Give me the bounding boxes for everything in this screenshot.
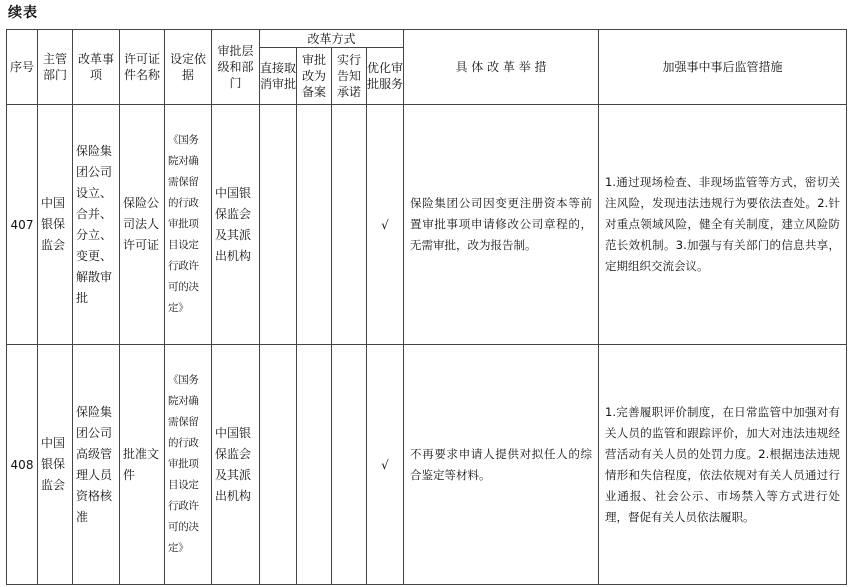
reform-table [6,29,847,585]
cell-method-cancel [260,345,297,585]
cell-license: 保险公司法人许可证 [120,105,165,345]
cell-supervision: 1.完善履职评价制度，在日常监管中加强对有关人员的监管和跟踪评价，加大对违法违规经营活动有关人员的处罚力度。2.根据违法违规情形和失信程度，依法依规对有关人员通过行业通报、社会公示、市场禁入等方式进行处理，督促有关人员依法履职。 [599,345,847,585]
cell-method-optimize-check: √ [367,105,404,345]
header-measures: 具 体 改 革 举 措 [404,30,599,105]
cell-seq: 407 [7,105,38,345]
cell-dept: 中国银保监会 [38,105,73,345]
cell-method-optimize-check: √ [367,345,404,585]
cell-method-filing [297,105,332,345]
table-row [7,345,847,585]
header-method-cancel: 直接取消审批 [260,48,297,105]
cell-method-commitment [332,105,367,345]
page-caption: 续表 [8,5,38,21]
cell-method-filing [297,345,332,585]
header-row-1 [7,30,847,48]
header-basis: 设定依据 [165,30,212,105]
cell-seq: 408 [7,345,38,585]
header-level: 审批层级和部门 [212,30,260,105]
header-license: 许可证件名称 [120,30,165,105]
cell-measures: 不再要求申请人提供对拟任人的综合鉴定等材料。 [404,345,599,585]
header-method-commitment: 实行告知承诺 [332,48,367,105]
cell-method-commitment [332,345,367,585]
cell-level: 中国银保监会及其派出机构 [212,105,260,345]
cell-method-cancel [260,105,297,345]
header-seq: 序号 [7,30,38,105]
cell-supervision: 1.通过现场检查、非现场监管等方式，密切关注风险，发现违法违规行为要依法查处。2.针对重点领域风险，健全有关制度，建立风险防范长效机制。3.加强与有关部门的信息共享，定期组织交流会议。 [599,105,847,345]
cell-license: 批准文件 [120,345,165,585]
cell-basis: 《国务院对确需保留的行政审批项目设定行政许可的决定》 [165,105,212,345]
header-method-filing: 审批改为备案 [297,48,332,105]
table-row [7,105,847,345]
header-supervision: 加强事中事后监管措施 [599,30,847,105]
cell-item: 保险集团公司高级管理人员资格核准 [73,345,120,585]
header-dept: 主管部门 [38,30,73,105]
header-item: 改革事项 [73,30,120,105]
cell-basis: 《国务院对确需保留的行政审批项目设定行政许可的决定》 [165,345,212,585]
cell-measures: 保险集团公司因变更注册资本等前置审批事项申请修改公司章程的，无需审批，改为报告制。 [404,105,599,345]
cell-item: 保险集团公司设立、合并、分立、变更、解散审批 [73,105,120,345]
header-reform-group: 改革方式 [260,30,404,48]
header-method-optimize: 优化审批服务 [367,48,404,105]
cell-level: 中国银保监会及其派出机构 [212,345,260,585]
cell-dept: 中国银保监会 [38,345,73,585]
